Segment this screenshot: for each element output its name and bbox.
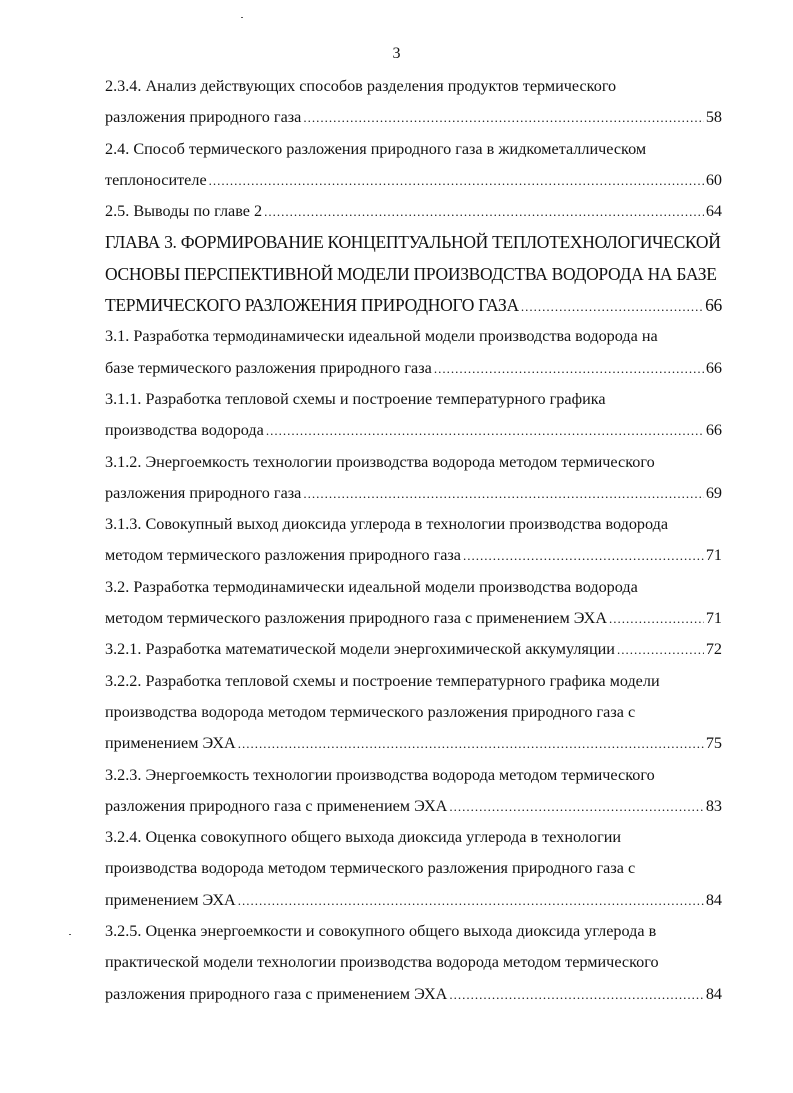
toc-entry-last-line (105, 728, 722, 759)
toc-page-number: 58 (705, 108, 722, 127)
toc-page-number: 71 (705, 546, 722, 565)
toc-entry-line: ОСНОВЫ ПЕРСПЕКТИВНОЙ МОДЕЛИ ПРОИЗВОДСТВА ВОДОРОДА НА БАЗЕ (105, 263, 717, 284)
toc-entry[interactable] (105, 760, 722, 823)
toc-entry-title-end: ТЕРМИЧЕСКОГО РАЗЛОЖЕНИЯ ПРИРОДНОГО ГАЗА (105, 295, 519, 316)
dot-leader (303, 102, 703, 133)
dot-leader (303, 478, 703, 509)
toc-page-number: 84 (705, 890, 722, 909)
toc-entry-last-line (105, 791, 722, 822)
toc-entry-line: 3.1.2. Энергоемкость технологии производства водорода методом термического (105, 452, 655, 471)
toc-entry-line: производства водорода методом термического разложения природного газа с (105, 859, 636, 878)
toc-entry-line: 3.2. Разработка термодинамически идеальной модели производства водорода (105, 577, 638, 596)
toc-entry-title-end: теплоносителе (105, 170, 207, 189)
toc-entry[interactable] (105, 321, 722, 384)
toc-entry-last-line (105, 290, 722, 321)
toc-entry-title-end: применением ЭХА (105, 734, 236, 753)
toc-entry[interactable] (105, 71, 722, 134)
toc-entry-title-end: применением ЭХА (105, 890, 236, 909)
dot-leader (264, 196, 704, 227)
toc-entry-last-line (105, 165, 722, 196)
toc-page-number: 60 (705, 170, 722, 189)
toc-entry-last-line (105, 196, 722, 227)
scan-speck-left (69, 934, 71, 935)
toc-entry[interactable] (105, 196, 722, 227)
toc-entry[interactable] (105, 509, 722, 572)
toc-page-number: 64 (705, 202, 722, 221)
toc-entry-last-line (105, 885, 722, 916)
table-of-contents (105, 71, 722, 1010)
toc-entry-title-end: разложения природного газа с применением ЭХА (105, 984, 448, 1003)
toc-entry-line: практической модели технологии производства водорода методом термического (105, 953, 659, 972)
toc-entry-title-end: базе термического разложения природного газа (105, 358, 432, 377)
toc-entry-line: 3.1.1. Разработка тепловой схемы и построение температурного графика (105, 389, 606, 408)
dot-leader (434, 353, 704, 384)
toc-entry-line: 3.2.5. Оценка энергоемкости и совокупного общего выхода диоксида углерода в (105, 922, 657, 941)
dot-leader (238, 728, 704, 759)
toc-entry[interactable] (105, 666, 722, 760)
dot-leader (617, 634, 704, 665)
toc-entry-last-line (105, 415, 722, 446)
toc-entry-line: производства водорода методом термического разложения природного газа с (105, 702, 636, 721)
toc-entry-title-end: разложения природного газа (105, 108, 302, 127)
toc-entry-title-end: производства водорода (105, 421, 264, 440)
toc-entry-line: 3.1.3. Совокупный выход диоксида углерода в технологии производства водорода (105, 515, 669, 534)
toc-entry-line: 2.4. Способ термического разложения природного газа в жидкометаллическом (105, 139, 647, 158)
dot-leader (238, 885, 704, 916)
scan-speck-top (241, 17, 243, 18)
toc-entry-last-line (105, 979, 722, 1010)
page-number: 3 (392, 45, 401, 62)
toc-entry-line: 3.2.3. Энергоемкость технологии производства водорода методом термического (105, 765, 655, 784)
toc-entry-title-end: 3.2.1. Разработка математической модели энергохимической аккумуляции (105, 640, 615, 659)
toc-entry-title-end: 2.5. Выводы по главе 2 (105, 202, 263, 221)
toc-page-number: 66 (705, 358, 722, 377)
toc-entry[interactable] (105, 822, 722, 916)
toc-page-number: 66 (705, 421, 722, 440)
dot-leader (266, 415, 704, 446)
dot-leader (449, 979, 703, 1010)
toc-entry-title-end: разложения природного газа с применением ЭХА (105, 796, 448, 815)
toc-page-number: 71 (705, 609, 722, 628)
toc-entry-title-end: методом термического разложения природного газа с применением ЭХА (105, 609, 608, 628)
dot-leader (209, 165, 704, 196)
toc-entry-last-line (105, 102, 722, 133)
toc-entry[interactable] (105, 384, 722, 447)
toc-page-number: 66 (705, 295, 722, 316)
toc-entry-last-line (105, 634, 722, 665)
dot-leader (463, 540, 704, 571)
toc-entry-line: ГЛАВА 3. ФОРМИРОВАНИЕ КОНЦЕПТУАЛЬНОЙ ТЕПЛОТЕХНОЛОГИЧЕСКОЙ (105, 232, 721, 253)
toc-entry-last-line (105, 603, 722, 634)
toc-page-number: 72 (705, 640, 722, 659)
toc-entry[interactable] (105, 572, 722, 635)
toc-entry-title-end: методом термического разложения природного газа (105, 546, 461, 565)
toc-entry-last-line (105, 478, 722, 509)
dot-leader (449, 791, 703, 822)
toc-entry-line: 2.3.4. Анализ действующих способов разделения продуктов термического (105, 77, 617, 95)
dot-leader (609, 603, 704, 634)
toc-entry-title-end: разложения природного газа (105, 483, 302, 502)
toc-entry-line: 3.2.4. Оценка совокупного общего выхода диоксида углерода в технологии (105, 828, 622, 847)
toc-entry-line: 3.1. Разработка термодинамически идеальной модели производства водорода на (105, 327, 658, 346)
toc-page-number: 84 (705, 984, 722, 1003)
toc-entry-last-line (105, 540, 722, 571)
toc-page-number: 83 (705, 796, 722, 815)
toc-entry[interactable] (105, 916, 722, 1010)
toc-chapter-entry[interactable] (105, 227, 722, 321)
toc-entry-last-line (105, 353, 722, 384)
toc-entry[interactable] (105, 634, 722, 665)
dot-leader (521, 291, 703, 321)
toc-entry-line: 3.2.2. Разработка тепловой схемы и построение температурного графика модели (105, 671, 660, 690)
toc-page-number: 75 (705, 734, 722, 753)
toc-page-number: 69 (705, 483, 722, 502)
toc-entry[interactable] (105, 134, 722, 197)
toc-entry[interactable] (105, 447, 722, 510)
